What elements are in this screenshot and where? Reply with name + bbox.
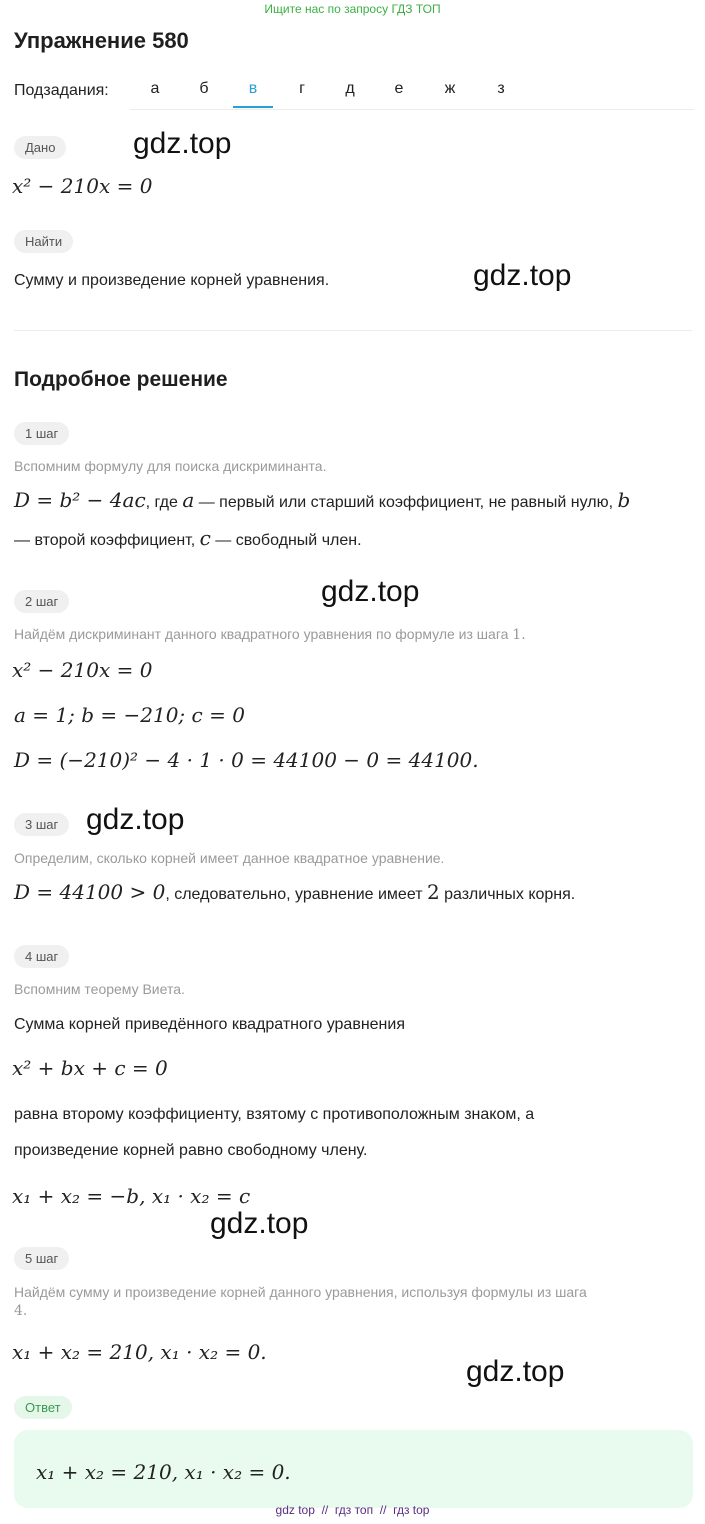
solution-title: Подробное решение (14, 368, 228, 391)
step-1-line-2: — второй коэффициент, c — свободный член. (14, 526, 362, 550)
find-badge: Найти (14, 230, 73, 253)
step-1-line-1: D = b² − 4ac, где a — первый или старший коэффициент, не равный нулю, b (14, 488, 631, 512)
step-3-hint: Определим, сколько корней имеет данное квадратное уравнение. (14, 850, 445, 866)
watermark: gdz.top (321, 575, 420, 608)
tab-zh[interactable]: ж (444, 80, 456, 97)
step-3-line: D = 44100 > 0, следовательно, уравнение имеет 2 различных корня. (14, 880, 576, 904)
step-5-badge: 5 шаг (14, 1247, 69, 1270)
answer-equation: x₁ + x₂ = 210, x₁ · x₂ = 0. (36, 1460, 291, 1484)
tabs-divider (130, 109, 694, 110)
step-2-badge: 2 шаг (14, 590, 69, 613)
step-1-badge: 1 шаг (14, 422, 69, 445)
step-1-hint: Вспомним формулу для поиска дискриминанта. (14, 458, 327, 474)
search-banner: Ищите нас по запросу ГДЗ ТОП (264, 2, 441, 16)
step-2-hint: Найдём дискриминант данного квадратного уравнения по формуле из шага 1. (14, 626, 526, 643)
watermark: gdz.top (86, 803, 185, 836)
answer-box (14, 1430, 693, 1508)
tab-d[interactable]: д (345, 80, 355, 97)
step-2-equation: x² − 210x = 0 (12, 658, 153, 682)
watermark: gdz.top (473, 259, 572, 292)
step-2-discriminant: D = (−210)² − 4 · 1 · 0 = 44100 − 0 = 44100. (14, 748, 479, 772)
tab-z[interactable]: з (497, 80, 505, 97)
watermark: gdz.top (210, 1207, 309, 1240)
step-5-result: x₁ + x₂ = 210, x₁ · x₂ = 0. (12, 1340, 267, 1364)
watermark: gdz.top (133, 127, 232, 160)
subtasks-label: Подзадания: (14, 82, 109, 99)
tab-b[interactable]: б (199, 80, 209, 97)
step-4-vieta: x₁ + x₂ = −b, x₁ · x₂ = c (12, 1184, 251, 1208)
page-title: Упражнение 580 (14, 28, 189, 53)
step-5-hint: Найдём сумму и произведение корней данного уравнения, используя формулы из шага 4. (14, 1284, 587, 1319)
step-2-coefficients: a = 1; b = −210; c = 0 (14, 703, 245, 727)
watermark: gdz.top (466, 1355, 565, 1388)
find-text: Сумму и произведение корней уравнения. (14, 272, 330, 289)
given-badge: Дано (14, 136, 66, 159)
tab-v-active[interactable]: в (233, 80, 273, 108)
discriminant-formula: D = b² − 4ac (14, 488, 146, 512)
step-4-badge: 4 шаг (14, 945, 69, 968)
step-4-text-1: Сумма корней приведённого квадратного уравнения (14, 1016, 405, 1033)
step-4-equation: x² + bx + c = 0 (12, 1056, 168, 1080)
find-section (14, 230, 73, 253)
tab-a[interactable]: а (150, 80, 160, 97)
tab-g[interactable]: г (299, 80, 305, 97)
answer-badge: Ответ (14, 1396, 72, 1419)
step-4-hint: Вспомним теорему Виета. (14, 981, 185, 997)
step-4-text-3: произведение корней равно свободному члену. (14, 1142, 368, 1159)
given-equation: x² − 210x = 0 (12, 174, 153, 198)
tab-e[interactable]: е (394, 80, 404, 97)
step-4-text-2: равна второму коэффициенту, взятому с противоположным знаком, а (14, 1106, 535, 1123)
given-section (14, 136, 66, 159)
section-divider (14, 330, 692, 331)
footer-links[interactable]: gdz top // гдз топ // гдз top (275, 1503, 430, 1517)
step-3-badge: 3 шаг (14, 813, 69, 836)
